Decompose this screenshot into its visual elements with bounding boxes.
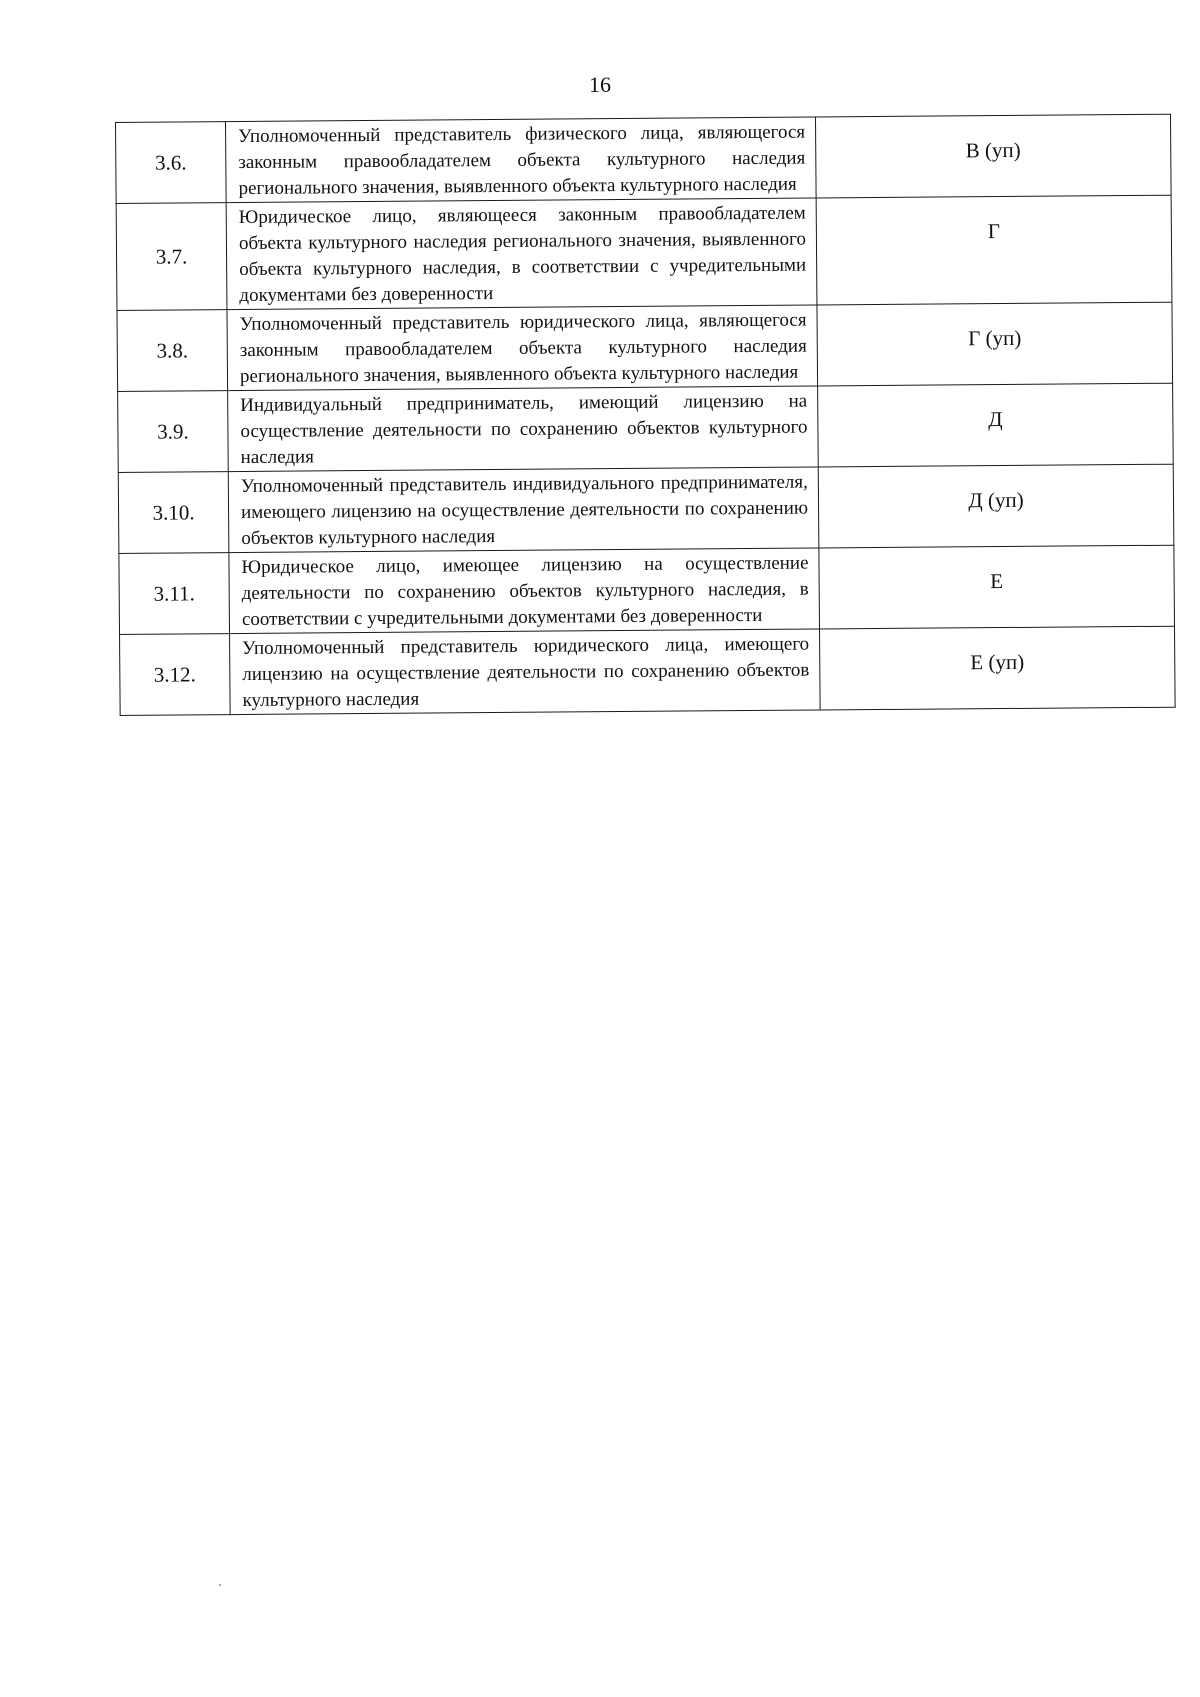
row-description: Уполномоченный представитель юридического лица, имеющего лицензию на осуществление деятельности по сохранению объектов культурного наследия <box>230 629 821 715</box>
row-code: В (уп) <box>815 114 1171 198</box>
row-code: Г <box>816 195 1172 305</box>
table-row <box>117 302 1173 391</box>
table-row <box>120 626 1176 715</box>
table-row <box>118 383 1174 472</box>
row-description: Юридическое лицо, являющееся законным правообладателем объекта культурного наследия регионального значения, выявленного объекта культурного наследия, в соответствии с учредительными документами без доверенности <box>226 198 817 310</box>
table-row <box>119 545 1175 634</box>
row-code: Д (уп) <box>818 464 1174 548</box>
scan-speck <box>219 1584 221 1586</box>
row-code: Г (уп) <box>817 302 1173 386</box>
table-row <box>118 464 1174 553</box>
row-code: Е (уп) <box>820 626 1176 710</box>
page-number: 16 <box>589 72 611 97</box>
row-description: Уполномоченный представитель юридического лица, являющегося законным правообладателем объекта культурного наследия регионального значения, выявленного объекта культурного наследия <box>227 305 818 391</box>
row-number: 3.12. <box>120 634 231 716</box>
row-description: Уполномоченный представитель индивидуального предпринимателя, имеющего лицензию на осуществление деятельности по сохранению объектов культурного наследия <box>228 467 819 553</box>
row-description: Юридическое лицо, имеющее лицензию на осуществление деятельности по сохранению объектов культурного наследия, в соответствии с учредительными документами без доверенности <box>229 548 820 634</box>
row-number: 3.6. <box>116 122 227 204</box>
row-number: 3.11. <box>119 553 230 635</box>
table-row <box>116 114 1172 203</box>
row-number: 3.9. <box>118 391 229 473</box>
row-description: Индивидуальный предприниматель, имеющий лицензию на осуществление деятельности по сохранению объектов культурного наследия <box>228 386 819 472</box>
row-number: 3.8. <box>117 310 228 392</box>
row-code: Е <box>819 545 1175 629</box>
row-number: 3.10. <box>118 472 229 554</box>
applicant-category-table <box>115 114 1176 716</box>
table-row <box>116 195 1172 310</box>
row-code: Д <box>818 383 1174 467</box>
row-description: Уполномоченный представитель физического лица, являющегося законным правообладателем объекта культурного наследия регионального значения, выявленного объекта культурного наследия <box>226 117 817 203</box>
row-number: 3.7. <box>116 203 227 311</box>
